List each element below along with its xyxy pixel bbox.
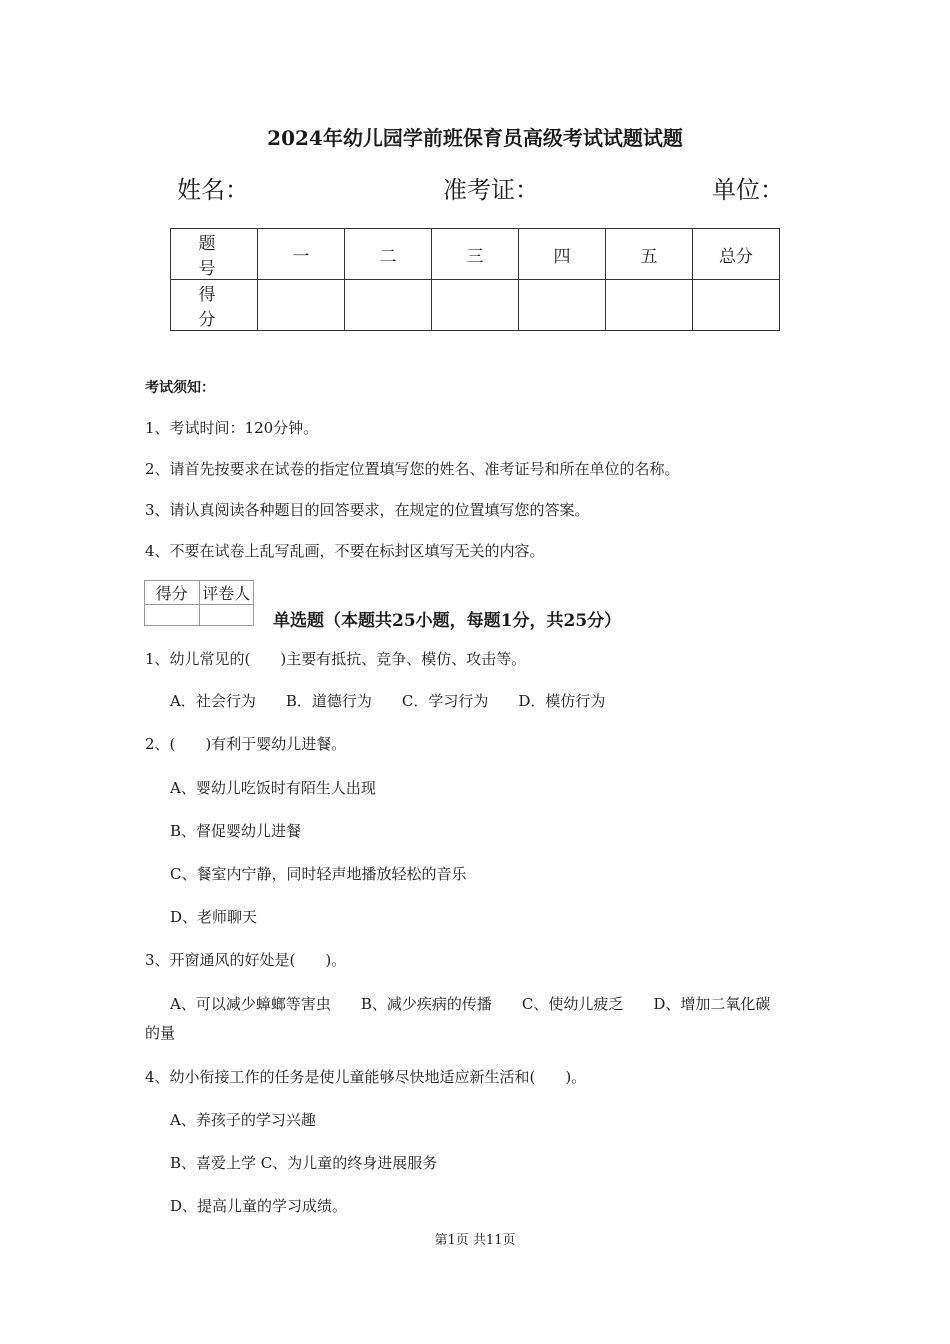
score-table-row-label: 得 分: [171, 280, 258, 331]
question-option: D、提高儿童的学习成绩。: [170, 1197, 348, 1215]
score-cell[interactable]: [519, 280, 606, 331]
question-stem: 2、( )有利于婴幼儿进餐。: [145, 735, 347, 753]
exam-note-item: 2、请首先按要求在试卷的指定位置填写您的姓名、准考证号和所在单位的名称。: [145, 460, 680, 478]
score-table-header-cell: 一: [258, 229, 345, 280]
score-table-score-row: [171, 280, 780, 331]
score-cell[interactable]: [606, 280, 693, 331]
score-table-header-cell: 四: [519, 229, 606, 280]
question-options: A．社会行为 B．道德行为 C．学习行为 D．模仿行为: [170, 692, 606, 710]
question-stem: 1、幼儿常见的( )主要有抵抗、竞争、模仿、攻击等。: [145, 650, 527, 668]
score-table-header-cell: 三: [432, 229, 519, 280]
unit-field-label: 单位：: [712, 176, 784, 204]
page-title: 2024年幼儿园学前班保育员高级考试试题试题: [267, 126, 683, 150]
question-option: B、喜爱上学 C、为儿童的终身进展服务: [170, 1154, 438, 1172]
page-footer: 第1页 共11页: [434, 1233, 516, 1248]
question-options-continued: 的量: [145, 1024, 176, 1042]
grader-box-score-label: 得分: [145, 581, 200, 605]
grader-box-grader-cell[interactable]: [199, 605, 254, 626]
grader-box-grader-label: 评卷人: [199, 581, 254, 605]
score-table-header-row: [171, 229, 780, 280]
score-table-header-cell: 五: [606, 229, 693, 280]
section-title: 单选题（本题共25小题，每题1分，共25分）: [273, 611, 622, 631]
name-field-label: 姓名：: [177, 176, 249, 204]
question-stem: 3、开窗通风的好处是( )。: [145, 951, 347, 969]
exam-note-item: 3、请认真阅读各种题目的回答要求，在规定的位置填写您的答案。: [145, 501, 590, 519]
score-table-header-cell: 二: [345, 229, 432, 280]
question-option: D、老师聊天: [170, 908, 258, 926]
score-cell[interactable]: [693, 280, 780, 331]
question-options: A、可以减少蟑螂等害虫 B、减少疾病的传播 C、使幼儿疲乏 D、增加二氧化碳: [170, 995, 771, 1013]
question-stem: 4、幼小衔接工作的任务是使儿童能够尽快地适应新生活和( )。: [145, 1068, 587, 1086]
score-cell[interactable]: [345, 280, 432, 331]
score-table-header-cell: 总分: [693, 229, 780, 280]
question-option: A、婴幼儿吃饭时有陌生人出现: [170, 779, 376, 797]
exam-note-item: 1、考试时间：120分钟。: [145, 419, 319, 437]
score-cell[interactable]: [432, 280, 519, 331]
question-option: B、督促婴幼儿进餐: [170, 822, 302, 840]
exam-notes-title: 考试须知：: [145, 380, 215, 396]
exam-note-item: 4、不要在试卷上乱写乱画，不要在标封区填写无关的内容。: [145, 542, 545, 560]
score-cell[interactable]: [258, 280, 345, 331]
grader-box-score-cell[interactable]: [145, 605, 200, 626]
score-table: [170, 228, 780, 331]
grader-box: [144, 580, 254, 626]
question-option: A、养孩子的学习兴趣: [170, 1111, 316, 1129]
score-table-header-cell: 题 号: [171, 229, 258, 280]
exam-number-field-label: 准考证：: [443, 176, 539, 204]
question-option: C、餐室内宁静，同时轻声地播放轻松的音乐: [170, 865, 467, 883]
